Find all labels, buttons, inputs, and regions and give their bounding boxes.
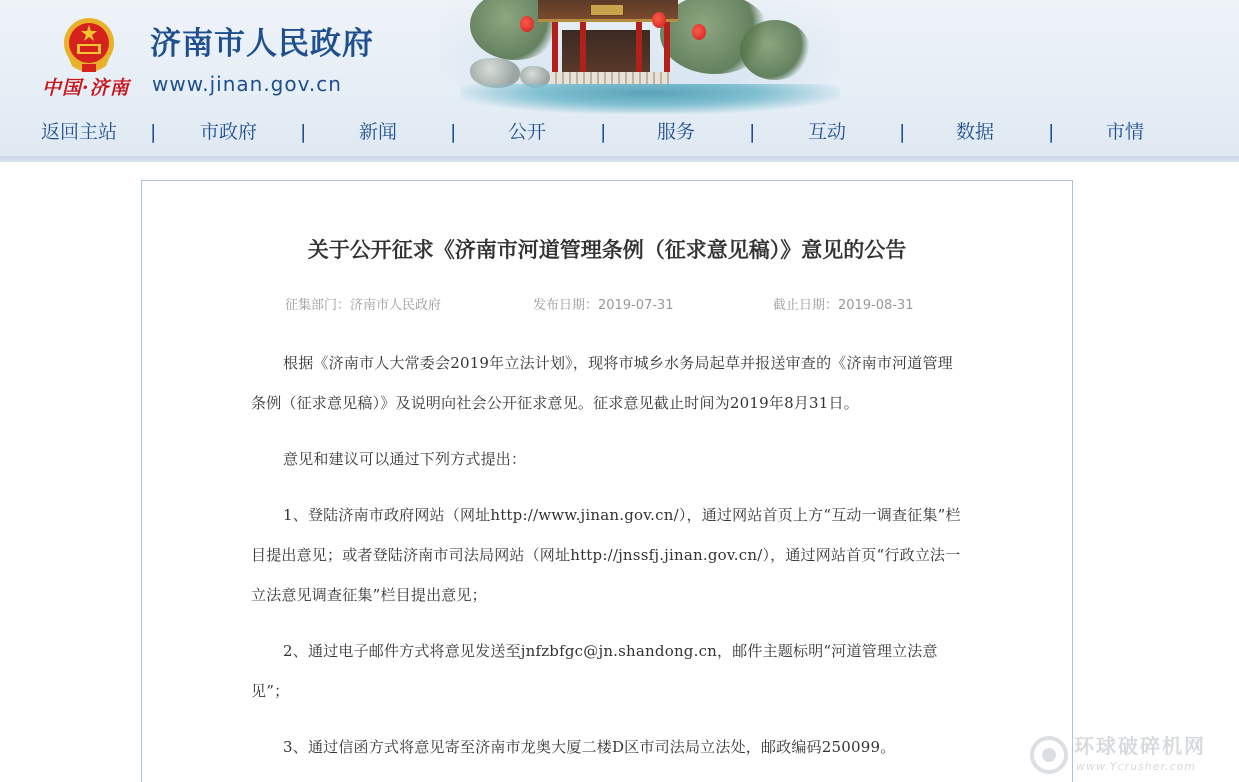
header-divider [0, 156, 1239, 162]
article-department: 征集部门：济南市人民政府 [285, 298, 442, 313]
article-publish-date: 发布日期：2019-07-31 [533, 298, 674, 313]
site-title[interactable]: 济南市人民政府 [150, 26, 374, 62]
nav-item-public[interactable]: 公开 [508, 121, 547, 143]
pavilion-pillar [664, 22, 670, 76]
watermark-logo-icon [1030, 736, 1068, 774]
article-paragraph: 3、通过信函方式将意见寄至济南市龙奥大厦二楼D区市司法局立法处，邮政编码250099。 [283, 738, 896, 756]
nav-separator: | [300, 121, 307, 143]
banner-water [460, 84, 840, 114]
article-deadline: 截止日期：2019-08-31 [773, 298, 914, 313]
nav-separator: | [1048, 121, 1055, 143]
nav-separator: | [600, 121, 607, 143]
nav-item-municipal-government[interactable]: 市政府 [200, 121, 258, 143]
red-lantern-icon [652, 12, 666, 28]
nav-separator: | [899, 121, 906, 143]
watermark [1030, 734, 1230, 778]
article-panel [141, 180, 1073, 782]
article-paragraph: 1、登陆济南市政府网站（网址http://www.jinan.gov.cn/），通过网站首页上方“互动一调查征集”栏目提出意见；或者登陆济南市司法局网站（网址http://jnssfj.jinan.gov.cn/），通过网站首页“行政立法一立法意见调查征集”栏目提出意见； [251, 506, 961, 604]
article-paragraph: 根据《济南市人大常委会2019年立法计划》，现将市城乡水务局起草并报送审查的《济南市河道管理条例（征求意见稿）》及说明向社会公开征求意见。征求意见截止时间为2019年8月31日。 [251, 354, 953, 412]
pavilion-plaque [590, 4, 624, 16]
article-paragraph: 2、通过电子邮件方式将意见发送至jnfzbfgc@jn.shandong.cn，邮件主题标明“河道管理立法意见”； [251, 642, 938, 700]
pavilion-pillar [636, 22, 642, 76]
red-lantern-icon [692, 24, 706, 40]
pavilion-pillar [580, 22, 586, 76]
red-lantern-icon [520, 16, 534, 32]
nav-item-news[interactable]: 新闻 [359, 121, 398, 143]
nav-separator: | [150, 121, 157, 143]
article-title: 关于公开征求《济南市河道管理条例（征求意见稿）》意见的公告 [307, 238, 907, 262]
nav-item-city-info[interactable]: 市情 [1106, 121, 1145, 143]
national-emblem-icon [62, 16, 116, 74]
main-nav [0, 114, 1239, 150]
watermark-url: www.Ycrusher.com [1076, 760, 1197, 773]
china-jinan-logo[interactable]: 中国·济南 [42, 77, 130, 99]
watermark-text: 环球破碎机网 [1074, 734, 1206, 758]
article-paragraph: 意见和建议可以通过下列方式提出： [283, 450, 527, 468]
banner-tree [740, 20, 810, 80]
nav-separator: | [450, 121, 457, 143]
nav-separator: | [749, 121, 756, 143]
pavilion-railing [550, 72, 670, 84]
nav-item-home[interactable]: 返回主站 [41, 121, 118, 143]
pavilion-pillar [552, 22, 558, 76]
nav-item-interaction[interactable]: 互动 [808, 121, 847, 143]
nav-item-services[interactable]: 服务 [657, 121, 696, 143]
site-header [0, 0, 1239, 162]
nav-item-data[interactable]: 数据 [956, 121, 995, 143]
site-url[interactable]: www.jinan.gov.cn [152, 72, 342, 96]
